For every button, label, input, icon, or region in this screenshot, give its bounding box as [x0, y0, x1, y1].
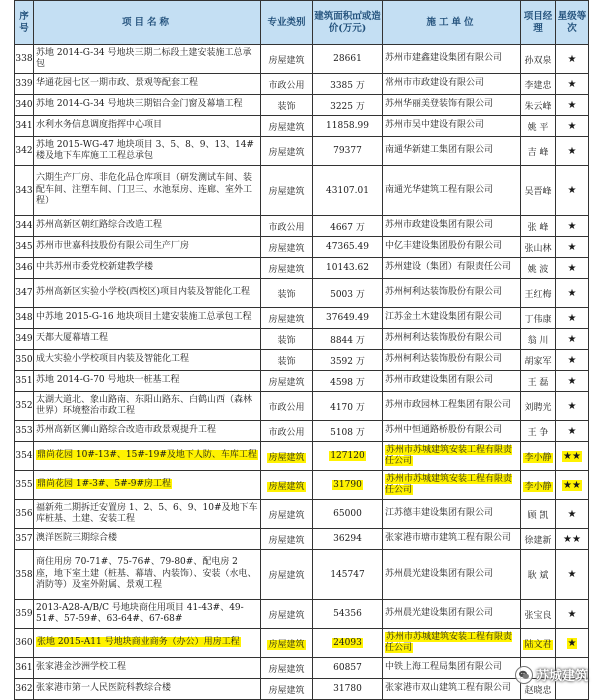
highlight-mark: 李小静	[524, 481, 552, 492]
construction-unit	[383, 471, 521, 500]
construction-unit: 中亿丰建设集团股份有限公司	[383, 237, 521, 258]
project-type: 房屋建筑	[261, 45, 313, 74]
project-name	[34, 471, 261, 500]
star-rating: ★	[556, 258, 589, 279]
project-type: 房屋建筑	[261, 308, 313, 329]
project-manager: 李建忠	[521, 74, 556, 95]
table-row	[15, 237, 589, 258]
project-area: 4667 万	[313, 216, 383, 237]
project-area: 10143.62	[313, 258, 383, 279]
project-name: 中苏地 2015-G-16 地块项目土建安装施工总承包工程	[34, 308, 261, 329]
project-type	[261, 629, 313, 658]
star-rating: ★	[556, 45, 589, 74]
project-type: 装饰	[261, 350, 313, 371]
table-row	[15, 658, 589, 679]
table-row	[15, 95, 589, 116]
row-number: 356	[15, 500, 34, 529]
project-manager: 姚 波	[521, 258, 556, 279]
star-rating: ★	[556, 216, 589, 237]
header-type: 专业类别	[261, 1, 313, 45]
star-rating	[556, 471, 589, 500]
row-number: 342	[15, 137, 34, 166]
project-area: 11858.99	[313, 116, 383, 137]
star-rating: ★	[556, 137, 589, 166]
project-name: 中共苏州市委党校新建教学楼	[34, 258, 261, 279]
project-area: 3225 万	[313, 95, 383, 116]
star-rating: ★	[556, 600, 589, 629]
highlight-mark: 张地 2015-A11 号地块商业商务（办公）用房工程	[37, 637, 240, 648]
project-type: 房屋建筑	[261, 116, 313, 137]
project-name: 苏州高新区朝红路综合改造工程	[34, 216, 261, 237]
project-manager: 胡家军	[521, 350, 556, 371]
project-type	[261, 471, 313, 500]
project-type: 房屋建筑	[261, 371, 313, 392]
table-row	[15, 442, 589, 471]
star-rating	[556, 629, 589, 658]
project-name	[34, 442, 261, 471]
star-rating: ★	[556, 371, 589, 392]
star-rating: ★	[556, 550, 589, 600]
table-header-row	[15, 1, 589, 45]
highlight-mark: 鼎尚花园 1#-3#、5#-9#房工程	[37, 479, 172, 490]
project-manager: 徐建新	[521, 529, 556, 550]
table-row	[15, 629, 589, 658]
project-manager: 耿 斌	[521, 550, 556, 600]
project-type: 房屋建筑	[261, 258, 313, 279]
row-number: 347	[15, 279, 34, 308]
project-manager: 翁 川	[521, 329, 556, 350]
project-name: 苏地 2014-G-34 号地块三期铝合金门窗及幕墙工程	[34, 95, 261, 116]
project-manager	[521, 442, 556, 471]
construction-unit: 常州市市政建设有限公司	[383, 74, 521, 95]
table-row	[15, 371, 589, 392]
project-type: 装饰	[261, 95, 313, 116]
project-type: 房屋建筑	[261, 679, 313, 700]
project-area: 5108 万	[313, 421, 383, 442]
highlight-mark: 鼎尚花园 10#-13#、15#-19#及地下人防、车库工程	[37, 450, 257, 461]
project-manager: 孙双泉	[521, 45, 556, 74]
project-type: 装饰	[261, 279, 313, 308]
row-number: 355	[15, 471, 34, 500]
star-rating: ★	[556, 350, 589, 371]
project-manager: 王 争	[521, 421, 556, 442]
project-manager	[521, 471, 556, 500]
highlight-mark: 房屋建筑	[268, 481, 305, 492]
table-row	[15, 137, 589, 166]
project-manager: 吉 峰	[521, 137, 556, 166]
project-name: 苏州市世嘉科技股份有限公司生产厂房	[34, 237, 261, 258]
table-row	[15, 529, 589, 550]
project-name: 张家港金沙洲学校工程	[34, 658, 261, 679]
construction-unit: 张家港市双山建筑工程有限公司	[383, 679, 521, 700]
table-row	[15, 45, 589, 74]
project-area: 4170 万	[313, 392, 383, 421]
project-area: 5003 万	[313, 279, 383, 308]
project-name: 天都大厦幕墙工程	[34, 329, 261, 350]
highlight-mark: ★★	[563, 479, 581, 491]
star-rating	[556, 442, 589, 471]
table-row	[15, 350, 589, 371]
project-area: 65000	[313, 500, 383, 529]
highlight-mark: 24093	[333, 638, 362, 648]
project-type: 装饰	[261, 329, 313, 350]
project-manager: 姚 平	[521, 116, 556, 137]
project-table	[14, 0, 589, 700]
construction-unit	[383, 629, 521, 658]
project-area	[313, 471, 383, 500]
row-number: 345	[15, 237, 34, 258]
project-manager: 朱云峰	[521, 95, 556, 116]
project-area: 37649.49	[313, 308, 383, 329]
project-manager: 王红梅	[521, 279, 556, 308]
project-name: 水利水务信息调度指挥中心项目	[34, 116, 261, 137]
project-name: 华通花园七区一期市政、景观等配套工程	[34, 74, 261, 95]
row-number: 344	[15, 216, 34, 237]
project-type: 房屋建筑	[261, 500, 313, 529]
project-manager: 丁伟康	[521, 308, 556, 329]
highlight-mark: 房屋建筑	[268, 639, 305, 650]
project-manager: 吴晋峰	[521, 166, 556, 216]
star-rating: ★	[556, 74, 589, 95]
star-rating: ★	[556, 95, 589, 116]
project-type: 市政公用	[261, 421, 313, 442]
row-number: 346	[15, 258, 34, 279]
construction-unit: 苏州柯利达装饰股份有限公司	[383, 279, 521, 308]
project-name: 太湖大道北、象山路南、东阳山路东、白鹤山西（森林世界）环境整治市政工程	[34, 392, 261, 421]
project-area	[313, 629, 383, 658]
header-manager: 项目经理	[521, 1, 556, 45]
construction-unit: 苏州柯利达装饰股份有限公司	[383, 350, 521, 371]
project-area: 3385 万	[313, 74, 383, 95]
project-name: 张家港市第一人民医院科教综合楼	[34, 679, 261, 700]
row-number: 357	[15, 529, 34, 550]
table-row	[15, 74, 589, 95]
project-manager: 王 磊	[521, 371, 556, 392]
wechat-icon	[515, 666, 533, 684]
project-manager: 张山林	[521, 237, 556, 258]
table-row	[15, 166, 589, 216]
row-number: 361	[15, 658, 34, 679]
project-area: 145747	[313, 550, 383, 600]
project-manager: 赵晓忠	[521, 679, 556, 700]
header-unit: 施工单位	[383, 1, 521, 45]
row-number: 341	[15, 116, 34, 137]
highlight-mark: 苏州市苏城建筑安装工程有限责任公司	[385, 631, 513, 653]
header-no: 序号	[15, 1, 34, 45]
highlight-mark: 127120	[330, 451, 365, 461]
construction-unit: 苏州晨光建设集团有限公司	[383, 600, 521, 629]
highlight-mark: ★★	[563, 450, 581, 462]
construction-unit: 苏州市政建设集团有限公司	[383, 371, 521, 392]
project-type: 房屋建筑	[261, 658, 313, 679]
row-number: 349	[15, 329, 34, 350]
table-body	[15, 45, 589, 700]
highlight-mark: 房屋建筑	[268, 452, 305, 463]
project-name: 2013-A28-A/B/C 号地块商住用项目 41-43#、49-51#、57-59#、63-64#、67-68#	[34, 600, 261, 629]
project-manager	[521, 629, 556, 658]
star-rating: ★	[556, 421, 589, 442]
row-number: 351	[15, 371, 34, 392]
row-number: 360	[15, 629, 34, 658]
highlight-mark: 陆文君	[524, 639, 552, 650]
project-manager: 张宝良	[521, 600, 556, 629]
row-number: 350	[15, 350, 34, 371]
construction-unit: 苏州市吴中建设有限公司	[383, 116, 521, 137]
star-rating: ★	[556, 500, 589, 529]
construction-unit: 苏州市政园林工程集团有限公司	[383, 392, 521, 421]
table-row	[15, 216, 589, 237]
project-manager: 顾 凯	[521, 500, 556, 529]
project-type: 市政公用	[261, 392, 313, 421]
row-number: 348	[15, 308, 34, 329]
construction-unit: 江苏金土木建设集团有限公司	[383, 308, 521, 329]
project-name: 苏州高新区实验小学校(西校区)项目内装及智能化工程	[34, 279, 261, 308]
table-row	[15, 258, 589, 279]
table-row	[15, 329, 589, 350]
star-rating: ★	[556, 308, 589, 329]
project-type: 房屋建筑	[261, 166, 313, 216]
header-area: 建筑面积㎡或造价(万元)	[313, 1, 383, 45]
star-rating: ★	[556, 279, 589, 308]
construction-unit: 南通光华建筑工程有限公司	[383, 166, 521, 216]
project-area: 4598 万	[313, 371, 383, 392]
project-name: 福新苑二期拆迁安置房 1、2、5、6、9、10#及地下车库桩基、土建、安装工程	[34, 500, 261, 529]
construction-unit: 苏州建设（集团）有限责任公司	[383, 258, 521, 279]
table-row	[15, 308, 589, 329]
star-rating: ★	[556, 166, 589, 216]
table-row	[15, 471, 589, 500]
project-name	[34, 629, 261, 658]
project-name: 苏地 2014-G-70 号地块一桩基工程	[34, 371, 261, 392]
header-star: 星级等次	[556, 1, 589, 45]
project-name: 澳洋医院三期综合楼	[34, 529, 261, 550]
project-type: 市政公用	[261, 216, 313, 237]
table-row	[15, 421, 589, 442]
project-name: 苏州高新区狮山路综合改造市政景观提升工程	[34, 421, 261, 442]
header-project-name: 项目名称	[34, 1, 261, 45]
row-number: 358	[15, 550, 34, 600]
project-name: 苏地 2014-G-34 号地块三期二标段土建安装施工总承包	[34, 45, 261, 74]
watermark-text: 苏城建筑	[535, 669, 588, 684]
project-area: 8844 万	[313, 329, 383, 350]
table-row	[15, 679, 589, 700]
project-area: 31780	[313, 679, 383, 700]
row-number: 343	[15, 166, 34, 216]
star-rating: ★★	[556, 529, 589, 550]
table-row	[15, 279, 589, 308]
highlight-mark: ★	[567, 637, 577, 649]
row-number: 359	[15, 600, 34, 629]
project-type: 房屋建筑	[261, 137, 313, 166]
project-area: 3592 万	[313, 350, 383, 371]
construction-unit: 张家港市塘市建筑工程有限公司	[383, 529, 521, 550]
table-row	[15, 116, 589, 137]
row-number: 340	[15, 95, 34, 116]
star-rating: ★	[556, 329, 589, 350]
project-type: 房屋建筑	[261, 529, 313, 550]
table-row	[15, 550, 589, 600]
construction-unit: 中铁上海工程局集团有限公司	[383, 658, 521, 679]
project-area: 28661	[313, 45, 383, 74]
watermark	[515, 665, 588, 684]
star-rating: ★	[556, 392, 589, 421]
star-rating: ★	[556, 237, 589, 258]
row-number: 353	[15, 421, 34, 442]
table-row	[15, 500, 589, 529]
row-number: 338	[15, 45, 34, 74]
project-area: 36294	[313, 529, 383, 550]
construction-unit: 江苏德丰建设集团有限公司	[383, 500, 521, 529]
project-name: 成大实验小学校项目内装及智能化工程	[34, 350, 261, 371]
project-area: 43107.01	[313, 166, 383, 216]
construction-unit: 苏州市建鑫建设集团有限公司	[383, 45, 521, 74]
star-rating: ★	[556, 116, 589, 137]
project-type: 房屋建筑	[261, 600, 313, 629]
highlight-mark: 苏州市苏城建筑安装工程有限责任公司	[385, 444, 513, 466]
project-area: 79377	[313, 137, 383, 166]
construction-unit: 苏州中恒通路桥股份有限公司	[383, 421, 521, 442]
project-name: 六期生产厂房、非危化品仓库项目（研发测试车间、装配车间、注塑车间、门卫三、水池泵房、连廊、室外工程）	[34, 166, 261, 216]
project-area: 47365.49	[313, 237, 383, 258]
project-area	[313, 442, 383, 471]
construction-unit: 苏州柯利达装饰股份有限公司	[383, 329, 521, 350]
highlight-mark: 苏州市苏城建筑安装工程有限责任公司	[385, 473, 513, 495]
project-type: 房屋建筑	[261, 550, 313, 600]
construction-unit: 苏州晨光建设集团有限公司	[383, 550, 521, 600]
row-number: 354	[15, 442, 34, 471]
highlight-mark: 31790	[333, 480, 362, 490]
construction-unit: 苏州华丽美登装饰有限公司	[383, 95, 521, 116]
table-row	[15, 600, 589, 629]
project-area: 54356	[313, 600, 383, 629]
construction-unit	[383, 442, 521, 471]
project-manager: 张 峰	[521, 216, 556, 237]
project-name: 商住用房 70-71#、75-76#、79-80#、配电房 2 座，地下室土建（桩基、幕墙、内装饰）、安装（水电、消防等）及室外附属、景观工程	[34, 550, 261, 600]
row-number: 362	[15, 679, 34, 700]
project-type: 房屋建筑	[261, 237, 313, 258]
construction-unit: 苏州市政建设集团有限公司	[383, 216, 521, 237]
construction-unit: 南通华新建工集团有限公司	[383, 137, 521, 166]
table-row	[15, 392, 589, 421]
project-type: 市政公用	[261, 74, 313, 95]
project-type	[261, 442, 313, 471]
project-manager: 刘聘光	[521, 392, 556, 421]
row-number: 352	[15, 392, 34, 421]
project-name: 苏地 2015-WG-47 地块项目 3、5、8、9、13、14#楼及地下车库施工工程总承包	[34, 137, 261, 166]
row-number: 339	[15, 74, 34, 95]
project-area: 60857	[313, 658, 383, 679]
highlight-mark: 李小静	[524, 452, 552, 463]
